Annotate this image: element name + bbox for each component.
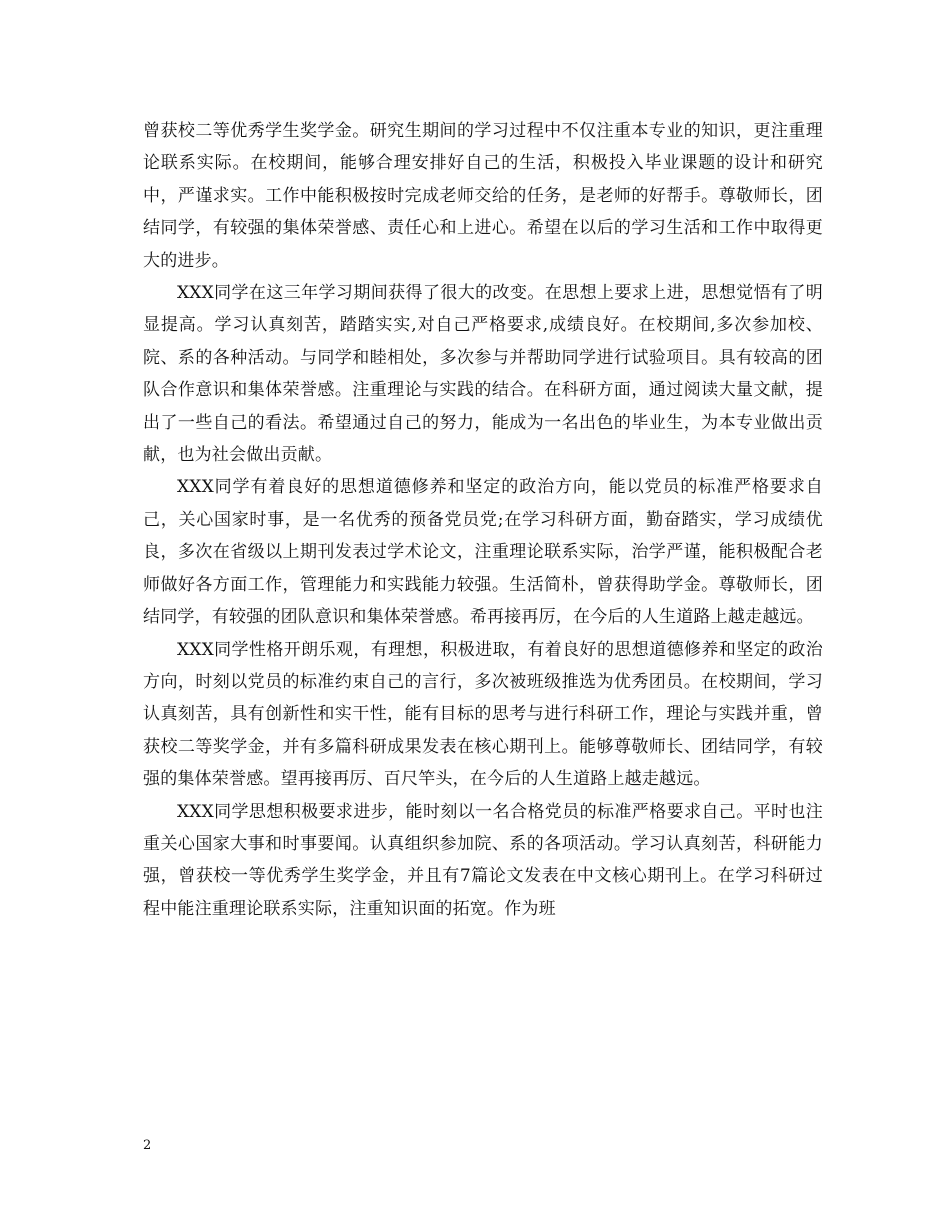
paragraph-4: XXX同学性格开朗乐观，有理想，积极进取，有着良好的思想道德修养和坚定的政治方向，时刻以党员的标准约束自己的言行，多次被班级推选为优秀团员。在校期间，学习认真刻苦，具有创新性和实干性，能有目标的思考与进行科研工作，理论与实践并重，曾获校二等奖学金，并有多篇科研成果发表在核心期刊上。能够尊敬师长、团结同学，有较强的集体荣誉感。望再接再厉、百尺竿头，在今后的人生道路上越走越远。 xyxy=(143,639,823,790)
paragraph-1: 曾获校二等优秀学生奖学金。研究生期间的学习过程中不仅注重本专业的知识，更注重理论联系实际。在校期间，能够合理安排好自己的生活，积极投入毕业课题的设计和研究中，严谨求实。工作中能积极按时完成老师交给的任务，是老师的好帮手。尊敬师长，团结同学，有较强的集体荣誉感、责任心和上进心。希望在以后的学习生活和工作中取得更大的进步。 xyxy=(143,121,823,271)
paragraph-2: XXX同学在这三年学习期间获得了很大的改变。在思想上要求上进，思想觉悟有了明显提高。学习认真刻苦，踏踏实实,对自己严格要求,成绩良好。在校期间,多次参加校、院、系的各种活动。与同学和睦相处，多次参与并帮助同学进行试验项目。具有较高的团队合作意识和集体荣誉感。注重理论与实践的结合。在科研方面，通过阅读大量文献，提出了一些自己的看法。希望通过自己的努力，能成为一名出色的毕业生，为本专业做出贡献，也为社会做出贡献。 xyxy=(143,283,823,466)
paragraph-3: XXX同学有着良好的思想道德修养和坚定的政治方向，能以党员的标准严格要求自己，关心国家时事，是一名优秀的预备党员党;在学习科研方面，勤奋踏实，学习成绩优良，多次在省级以上期刊发表过学术论文，注重理论联系实际，治学严谨，能积极配合老师做好各方面工作，管理能力和实践能力较强。生活简朴，曾获得助学金。尊敬师长，团结同学，有较强的团队意识和集体荣誉感。希再接再厉，在今后的人生道路上越走越远。 xyxy=(143,477,823,628)
paragraph-5: XXX同学思想积极要求进步，能时刻以一名合格党员的标准严格要求自己。平时也注重关心国家大事和时事要闻。认真组织参加院、系的各项活动。学习认真刻苦，科研能力强，曾获校一等优秀学生奖学金，并且有7篇论文发表在中文核心期刊上。在学习科研过程中能注重理论联系实际，注重知识面的拓宽。作为班 xyxy=(143,801,823,919)
body-text xyxy=(143,115,823,925)
page-number: 2 xyxy=(143,1138,152,1153)
